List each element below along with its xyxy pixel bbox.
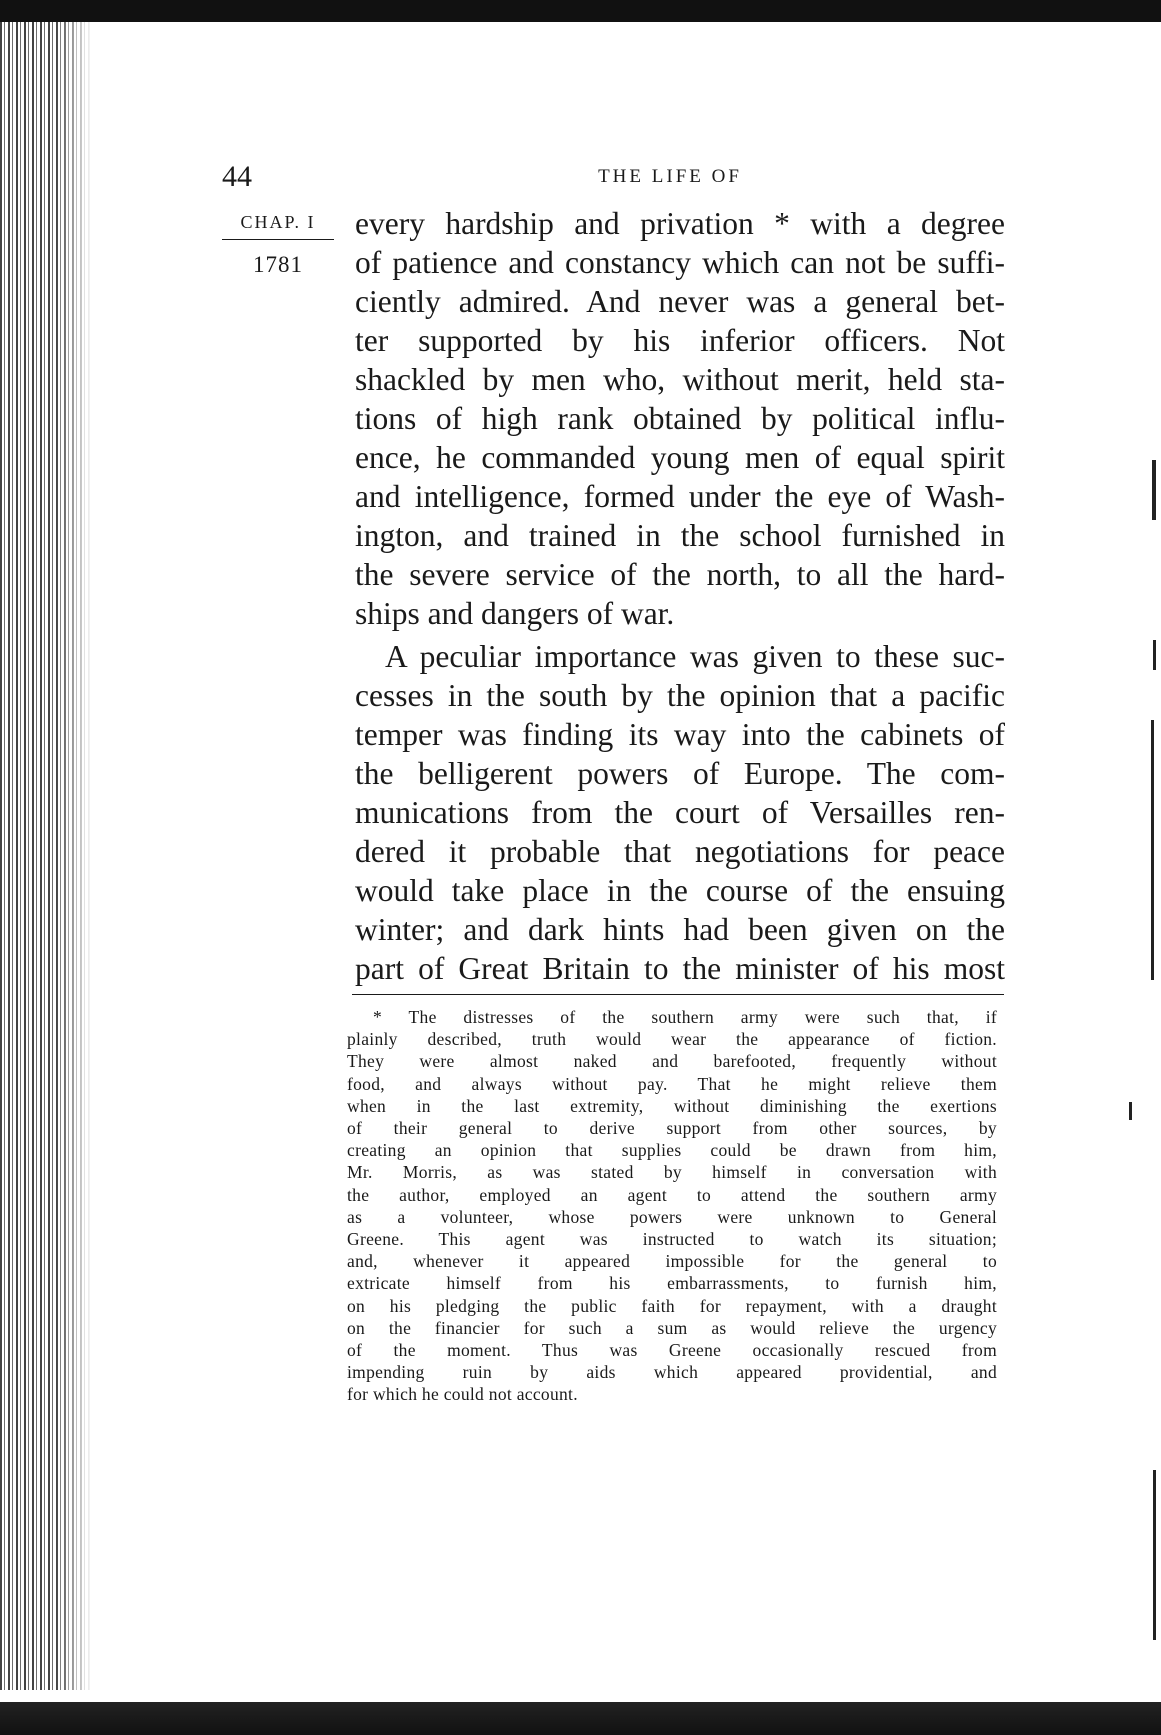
text-line: cesses in the south by the opinion that a pacific: [355, 678, 1005, 713]
paragraph-1: [355, 204, 1005, 633]
footnote-line: food, and always without pay. That he might relieve them: [347, 1073, 997, 1094]
footnote-line: when in the last extremity, without diminishing the exertions: [347, 1095, 997, 1116]
body-text: [355, 204, 1005, 988]
scan-top-edge: [0, 0, 1161, 22]
text-line: shackled by men who, without merit, held sta-: [355, 362, 1005, 397]
scan-edge-mark: [1129, 1102, 1132, 1120]
page-number: 44: [222, 160, 252, 193]
text-line: temper was finding its way into the cabinets of: [355, 717, 1005, 752]
footnote-line: creating an opinion that supplies could be drawn from him,: [347, 1140, 997, 1161]
margin-year: 1781: [253, 252, 303, 277]
footnote-line: plainly described, truth would wear the appearance of fiction.: [347, 1029, 997, 1050]
footnote-rule: [352, 994, 1004, 995]
text-line: ington, and trained in the school furnished in: [355, 518, 1005, 553]
footnote-line: Greene. This agent was instructed to watch its situation;: [347, 1229, 997, 1250]
text-line: A peculiar importance was given to these suc-: [385, 639, 1005, 674]
text-line: tions of high rank obtained by political influ-: [355, 401, 1005, 436]
scan-edge-mark: [1152, 460, 1156, 520]
footnote-line: on his pledging the public faith for repayment, with a draught: [347, 1295, 997, 1316]
text-line: ships and dangers of war.: [355, 596, 675, 631]
text-line: every hardship and privation * with a degree: [355, 206, 1005, 241]
text-line: the belligerent powers of Europe. The com-: [355, 756, 1005, 791]
footnote-line: the author, employed an agent to attend the southern army: [347, 1184, 997, 1205]
footnote-line: on the financier for such a sum as would relieve the urgency: [347, 1317, 997, 1338]
running-head: THE LIFE OF: [598, 166, 742, 187]
footnote: [347, 1006, 997, 1406]
text-line: part of Great Britain to the minister of his most: [355, 951, 1005, 986]
footnote-line: * The distresses of the southern army were such that, if: [373, 1007, 997, 1027]
text-line: and intelligence, formed under the eye of Wash-: [355, 479, 1005, 514]
scan-binding-fade: [56, 22, 92, 1690]
text-line: ter supported by his inferior officers. Not: [355, 323, 1005, 358]
footnote-line: impending ruin by aids which appeared providential, and: [347, 1362, 997, 1383]
text-line: ciently admired. And never was a general bet-: [355, 284, 1005, 319]
scan-edge-mark: [1153, 1470, 1156, 1640]
text-line: dered it probable that negotiations for peace: [355, 834, 1005, 869]
footnote-line: extricate himself from his embarrassments, to furnish him,: [347, 1273, 997, 1294]
paragraph-2: [355, 637, 1005, 988]
text-line: of patience and constancy which can not be suffi-: [355, 245, 1005, 280]
footnote-line: Mr. Morris, as was stated by himself in conversation with: [347, 1162, 997, 1183]
scan-edge-mark: [1151, 720, 1154, 980]
footnote-line: as a volunteer, whose powers were unknown to General: [347, 1206, 997, 1227]
footnote-line: and, whenever it appeared impossible for the general to: [347, 1251, 997, 1272]
text-line: the severe service of the north, to all the hard-: [355, 557, 1005, 592]
footnote-line: They were almost naked and barefooted, frequently without: [347, 1051, 997, 1072]
text-line: ence, he commanded young men of equal spirit: [355, 440, 1005, 475]
scan-bottom-edge: [0, 1690, 1161, 1735]
footnote-line: for which he could not account.: [347, 1384, 578, 1405]
margin-note: [222, 212, 334, 278]
text-line: munications from the court of Versailles ren-: [355, 795, 1005, 830]
text-line: would take place in the course of the ensuing: [355, 873, 1005, 908]
footnote-line: of the moment. Thus was Greene occasionally rescued from: [347, 1340, 997, 1361]
margin-chapter: CHAP. I: [222, 212, 334, 240]
text-line: winter; and dark hints had been given on the: [355, 912, 1005, 947]
footnote-line: of their general to derive support from other sources, by: [347, 1118, 997, 1139]
scan-edge-mark: [1153, 640, 1156, 670]
